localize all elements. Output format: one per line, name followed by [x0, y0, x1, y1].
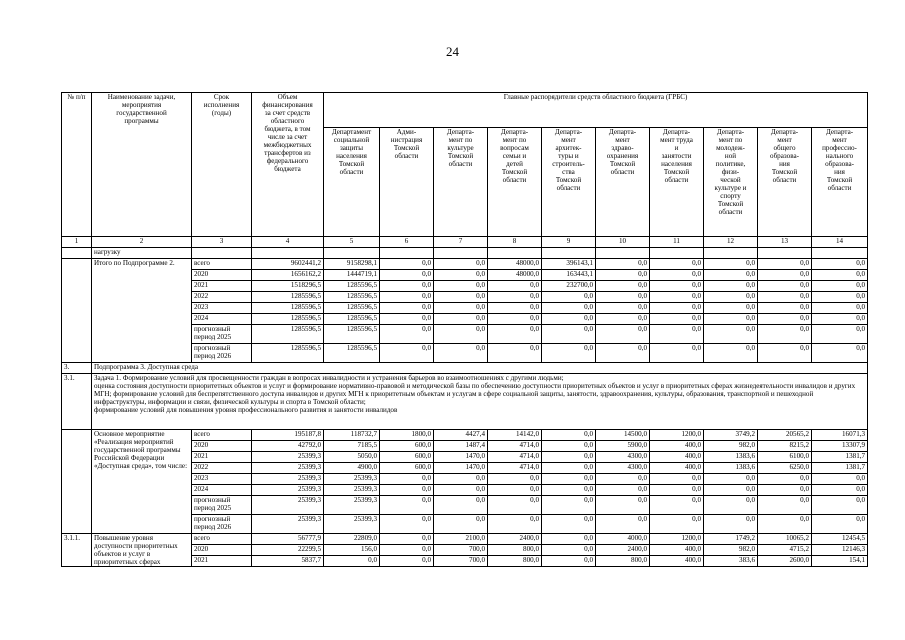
value-cell: 0,0 — [488, 314, 542, 325]
value-cell: 42792,0 — [252, 441, 324, 452]
empty-cell — [758, 248, 812, 259]
header-grbs-1: Департамент социальной защиты населения Томской области — [324, 128, 380, 237]
empty-cell — [542, 248, 596, 259]
value-cell: 0,0 — [596, 474, 650, 485]
value-cell: 600,0 — [380, 463, 434, 474]
value-cell: 0,0 — [434, 281, 488, 292]
value-cell: 4000,0 — [596, 534, 650, 545]
value-cell: 25399,3 — [324, 474, 380, 485]
value-cell: 1285596,5 — [324, 281, 380, 292]
value-cell: 0,0 — [812, 474, 868, 485]
value-cell: 0,0 — [380, 515, 434, 534]
value-cell: 5837,7 — [252, 556, 324, 567]
value-cell: 0,0 — [650, 303, 704, 314]
empty-cell — [434, 248, 488, 259]
column-number: 3 — [192, 237, 252, 248]
row-term: 2023 — [192, 303, 252, 314]
value-cell: 1470,0 — [434, 452, 488, 463]
value-cell: 396143,1 — [542, 259, 596, 270]
value-cell: 0,0 — [380, 292, 434, 303]
value-cell: 4900,0 — [324, 463, 380, 474]
value-cell: 2400,0 — [596, 545, 650, 556]
value-cell: 0,0 — [650, 485, 704, 496]
value-cell: 0,0 — [758, 303, 812, 314]
column-number: 8 — [488, 237, 542, 248]
value-cell: 0,0 — [704, 344, 758, 363]
value-cell: 400,0 — [650, 452, 704, 463]
header-grbs-5: Департа- мент архитек- туры и строитель- ства Томской области — [542, 128, 596, 237]
value-cell: 0,0 — [380, 545, 434, 556]
value-cell: 0,0 — [488, 515, 542, 534]
row-term: 2024 — [192, 314, 252, 325]
value-cell: 4714,0 — [488, 463, 542, 474]
value-cell: 195187,8 — [252, 430, 324, 441]
value-cell: 1200,0 — [650, 534, 704, 545]
value-cell: 0,0 — [542, 534, 596, 545]
task-description — [92, 374, 868, 430]
row-term: 2020 — [192, 270, 252, 281]
value-cell: 383,6 — [704, 556, 758, 567]
header-grbs-6: Департа- мент здраво- охранения Томской области — [596, 128, 650, 237]
value-cell: 118732,7 — [324, 430, 380, 441]
value-cell: 0,0 — [488, 344, 542, 363]
value-cell: 0,0 — [380, 314, 434, 325]
value-cell: 0,0 — [488, 474, 542, 485]
value-cell: 6250,0 — [758, 463, 812, 474]
value-cell: 0,0 — [434, 474, 488, 485]
column-number: 11 — [650, 237, 704, 248]
value-cell: 0,0 — [542, 325, 596, 344]
value-cell: 0,0 — [596, 496, 650, 515]
value-cell: 3749,2 — [704, 430, 758, 441]
table-row — [62, 259, 868, 270]
value-cell: 0,0 — [488, 325, 542, 344]
value-cell: 0,0 — [704, 303, 758, 314]
value-cell: 0,0 — [542, 474, 596, 485]
value-cell: 25399,3 — [324, 485, 380, 496]
header-grbs-2: Адми- нистрация Томской области — [380, 128, 434, 237]
value-cell: 25399,3 — [324, 496, 380, 515]
value-cell: 600,0 — [380, 452, 434, 463]
row-term: 2021 — [192, 281, 252, 292]
value-cell: 0,0 — [596, 314, 650, 325]
value-cell: 9158298,1 — [324, 259, 380, 270]
value-cell: 0,0 — [542, 292, 596, 303]
column-number: 9 — [542, 237, 596, 248]
value-cell: 0,0 — [596, 344, 650, 363]
empty-cell — [324, 248, 380, 259]
value-cell: 4715,2 — [758, 545, 812, 556]
value-cell: 0,0 — [596, 292, 650, 303]
value-cell: 800,0 — [488, 556, 542, 567]
value-cell: 0,0 — [758, 281, 812, 292]
row-term: всего — [192, 259, 252, 270]
value-cell: 0,0 — [758, 325, 812, 344]
value-cell: 0,0 — [542, 545, 596, 556]
subprogram-number: 3. — [62, 363, 92, 374]
value-cell: 400,0 — [650, 441, 704, 452]
value-cell: 4300,0 — [596, 463, 650, 474]
value-cell: 5900,0 — [596, 441, 650, 452]
value-cell: 1487,4 — [434, 441, 488, 452]
value-cell: 0,0 — [704, 496, 758, 515]
value-cell: 0,0 — [380, 496, 434, 515]
value-cell: 0,0 — [704, 325, 758, 344]
task-number: 3.1. — [62, 374, 92, 430]
value-cell: 0,0 — [542, 515, 596, 534]
value-cell: 0,0 — [434, 344, 488, 363]
header-grbs-8: Департа- мент по молодеж- ной политике, физи- ческой культуре и спорту Томской области — [704, 128, 758, 237]
value-cell: 13307,9 — [812, 441, 868, 452]
value-cell: 800,0 — [488, 545, 542, 556]
value-cell: 4427,4 — [434, 430, 488, 441]
value-cell: 0,0 — [380, 325, 434, 344]
row-term: всего — [192, 534, 252, 545]
value-cell: 0,0 — [758, 515, 812, 534]
value-cell: 0,0 — [812, 281, 868, 292]
value-cell: 0,0 — [812, 270, 868, 281]
empty-cell — [192, 248, 252, 259]
value-cell: 1518296,5 — [252, 281, 324, 292]
value-cell: 232700,0 — [542, 281, 596, 292]
value-cell: 25399,3 — [252, 515, 324, 534]
value-cell: 0,0 — [812, 485, 868, 496]
value-cell: 56777,9 — [252, 534, 324, 545]
value-cell: 0,0 — [812, 515, 868, 534]
value-cell: 0,0 — [380, 534, 434, 545]
column-number: 12 — [704, 237, 758, 248]
value-cell: 0,0 — [812, 303, 868, 314]
value-cell: 1285596,5 — [252, 325, 324, 344]
value-cell: 0,0 — [380, 281, 434, 292]
row-term: прогнозный период 2026 — [192, 344, 252, 363]
value-cell: 0,0 — [758, 344, 812, 363]
value-cell: 1383,6 — [704, 463, 758, 474]
value-cell: 1381,7 — [812, 452, 868, 463]
column-number: 4 — [252, 237, 324, 248]
value-cell: 22809,0 — [324, 534, 380, 545]
row-number — [62, 430, 92, 534]
value-cell: 1285596,5 — [324, 303, 380, 314]
value-cell: 0,0 — [758, 474, 812, 485]
value-cell: 0,0 — [596, 270, 650, 281]
header-term: Срок исполнения (годы) — [192, 93, 252, 237]
row-number — [62, 259, 92, 363]
value-cell: 0,0 — [542, 496, 596, 515]
value-cell: 10065,2 — [758, 534, 812, 545]
value-cell: 25399,3 — [252, 496, 324, 515]
row-term: прогнозный период 2026 — [192, 515, 252, 534]
subprogram-row — [62, 363, 868, 374]
value-cell: 0,0 — [596, 515, 650, 534]
empty-cell — [704, 248, 758, 259]
table-body — [62, 248, 868, 567]
row-term: 2020 — [192, 441, 252, 452]
value-cell: 0,0 — [650, 474, 704, 485]
value-cell: 0,0 — [704, 270, 758, 281]
value-cell: 0,0 — [488, 485, 542, 496]
value-cell: 12146,3 — [812, 545, 868, 556]
header-grbs-10: Департа- мент профессио- нального образова- ния Томской области — [812, 128, 868, 237]
value-cell: 400,0 — [650, 463, 704, 474]
value-cell: 48000,0 — [488, 259, 542, 270]
header-grbs-title: Главные распорядители средств областного бюджета (ГРБС) — [324, 93, 868, 128]
value-cell: 0,0 — [812, 292, 868, 303]
value-cell: 2600,0 — [758, 556, 812, 567]
value-cell: 982,0 — [704, 545, 758, 556]
value-cell: 154,1 — [812, 556, 868, 567]
value-cell: 0,0 — [380, 270, 434, 281]
value-cell: 0,0 — [704, 485, 758, 496]
budget-table — [61, 92, 868, 567]
value-cell: 4714,0 — [488, 452, 542, 463]
value-cell: 1285596,5 — [252, 344, 324, 363]
value-cell: 1444719,1 — [324, 270, 380, 281]
value-cell: 9602441,2 — [252, 259, 324, 270]
value-cell: 982,0 — [704, 441, 758, 452]
column-number-row — [62, 237, 868, 248]
value-cell: 700,0 — [434, 545, 488, 556]
value-cell: 0,0 — [434, 292, 488, 303]
empty-cell — [252, 248, 324, 259]
row-term: 2020 — [192, 545, 252, 556]
value-cell: 0,0 — [758, 314, 812, 325]
value-cell: 1749,2 — [704, 534, 758, 545]
row-term: прогнозный период 2025 — [192, 496, 252, 515]
header-grbs-3: Департа- мент по культуре Томской области — [434, 128, 488, 237]
value-cell: 25399,3 — [252, 452, 324, 463]
row-name: Основное мероприятие «Реализация мероприятий государственной программы Российской Федерации «Доступная среда», том числе: — [92, 430, 192, 534]
value-cell: 0,0 — [380, 344, 434, 363]
value-cell: 48000,0 — [488, 270, 542, 281]
value-cell: 0,0 — [542, 303, 596, 314]
value-cell: 0,0 — [324, 556, 380, 567]
value-cell: 0,0 — [704, 281, 758, 292]
value-cell: 0,0 — [650, 281, 704, 292]
value-cell: 0,0 — [542, 556, 596, 567]
value-cell: 0,0 — [758, 259, 812, 270]
value-cell: 1285596,5 — [252, 292, 324, 303]
task-line: формирование условий для повышения уровня профессионального развития и занятости инвалидов — [94, 406, 398, 415]
column-number: 5 — [324, 237, 380, 248]
value-cell: 2100,0 — [434, 534, 488, 545]
value-cell: 0,0 — [596, 325, 650, 344]
value-cell: 0,0 — [650, 314, 704, 325]
value-cell: 0,0 — [596, 259, 650, 270]
value-cell: 14142,0 — [488, 430, 542, 441]
value-cell: 25399,3 — [252, 463, 324, 474]
header-grbs-9: Департа- мент общего образова- ния Томской области — [758, 128, 812, 237]
column-number: 7 — [434, 237, 488, 248]
value-cell: 25399,3 — [252, 485, 324, 496]
value-cell: 400,0 — [650, 545, 704, 556]
value-cell: 2400,0 — [488, 534, 542, 545]
row-number: 3.1.1. — [62, 534, 92, 567]
header-name: Наименование задачи, мероприятия государственной программы — [92, 93, 192, 237]
column-number: 14 — [812, 237, 868, 248]
value-cell: 0,0 — [542, 485, 596, 496]
value-cell: 4714,0 — [488, 441, 542, 452]
value-cell: 16071,3 — [812, 430, 868, 441]
task-line: оценка состояния доступности приоритетных объектов и услуг и формирование нормативно-правовой и методической базы по обеспечению доступности приоритетных объектов и услуг в приоритетных сферах жизнедеятельности инвалидов и других МГН; формирование условий для беспрепятственного доступа инвалидов и других МГН к приоритетным объектам и услугам в сфере социальной защиты, занятости, здравоохранения, культуры, образования, транспортной и пешеходной инфраструктуры, информации и связи, физической культуры и спорта в Томской области; — [94, 382, 856, 407]
value-cell: 163443,1 — [542, 270, 596, 281]
value-cell: 1656162,2 — [252, 270, 324, 281]
empty-cell — [596, 248, 650, 259]
subprogram-title: Подпрограмма 3. Доступная среда — [92, 363, 868, 374]
value-cell: 22299,5 — [252, 545, 324, 556]
value-cell: 0,0 — [542, 430, 596, 441]
row-name: нагрузку — [92, 248, 192, 259]
value-cell: 0,0 — [758, 292, 812, 303]
value-cell: 1470,0 — [434, 463, 488, 474]
value-cell: 0,0 — [704, 515, 758, 534]
value-cell: 0,0 — [542, 314, 596, 325]
value-cell: 0,0 — [434, 496, 488, 515]
value-cell: 25399,3 — [324, 515, 380, 534]
value-cell: 0,0 — [812, 344, 868, 363]
empty-cell — [380, 248, 434, 259]
value-cell: 1285596,5 — [324, 292, 380, 303]
row-term: 2022 — [192, 292, 252, 303]
value-cell: 14500,0 — [596, 430, 650, 441]
value-cell: 0,0 — [704, 474, 758, 485]
value-cell: 0,0 — [812, 314, 868, 325]
value-cell: 0,0 — [704, 292, 758, 303]
task-line: Задача 1. Формирование условий для просвещенности граждан в вопросах инвалидности и устранения барьеров во взаимоотношениях с другими людьми; — [94, 374, 564, 382]
value-cell: 600,0 — [380, 441, 434, 452]
row-term: прогнозный период 2025 — [192, 325, 252, 344]
header-volume: Объем финансирования за счет средств областного бюджета, в том числе за счет межбюджетных трансфертов из федерального бюджета — [252, 93, 324, 237]
value-cell: 0,0 — [596, 281, 650, 292]
value-cell: 0,0 — [812, 496, 868, 515]
value-cell: 0,0 — [650, 325, 704, 344]
row-term: всего — [192, 430, 252, 441]
value-cell: 0,0 — [812, 325, 868, 344]
value-cell: 5050,0 — [324, 452, 380, 463]
value-cell: 0,0 — [650, 292, 704, 303]
value-cell: 1800,0 — [380, 430, 434, 441]
table-row — [62, 534, 868, 545]
value-cell: 0,0 — [650, 515, 704, 534]
value-cell: 0,0 — [434, 259, 488, 270]
row-name: Итого по Подпрограмме 2. — [92, 259, 192, 363]
column-number: 13 — [758, 237, 812, 248]
value-cell: 0,0 — [758, 485, 812, 496]
value-cell: 0,0 — [488, 496, 542, 515]
value-cell: 0,0 — [650, 270, 704, 281]
value-cell: 1285596,5 — [252, 303, 324, 314]
value-cell: 1200,0 — [650, 430, 704, 441]
empty-cell — [812, 248, 868, 259]
value-cell: 0,0 — [380, 474, 434, 485]
table-row — [62, 248, 868, 259]
row-term: 2021 — [192, 556, 252, 567]
empty-cell — [488, 248, 542, 259]
value-cell: 0,0 — [650, 496, 704, 515]
value-cell: 0,0 — [704, 314, 758, 325]
value-cell: 0,0 — [812, 259, 868, 270]
value-cell: 1285596,5 — [252, 314, 324, 325]
value-cell: 0,0 — [434, 325, 488, 344]
value-cell: 156,0 — [324, 545, 380, 556]
value-cell: 0,0 — [434, 303, 488, 314]
column-number: 1 — [62, 237, 92, 248]
value-cell: 0,0 — [758, 496, 812, 515]
value-cell: 0,0 — [650, 259, 704, 270]
row-term: 2024 — [192, 485, 252, 496]
value-cell: 700,0 — [434, 556, 488, 567]
value-cell: 0,0 — [542, 441, 596, 452]
row-term: 2023 — [192, 474, 252, 485]
value-cell: 400,0 — [650, 556, 704, 567]
value-cell: 12454,5 — [812, 534, 868, 545]
value-cell: 0,0 — [380, 303, 434, 314]
value-cell: 0,0 — [434, 270, 488, 281]
value-cell: 0,0 — [650, 344, 704, 363]
value-cell: 0,0 — [758, 270, 812, 281]
value-cell: 0,0 — [434, 314, 488, 325]
value-cell: 25399,3 — [252, 474, 324, 485]
column-number: 6 — [380, 237, 434, 248]
value-cell: 7185,5 — [324, 441, 380, 452]
value-cell: 0,0 — [434, 485, 488, 496]
value-cell: 0,0 — [488, 281, 542, 292]
row-term: 2022 — [192, 463, 252, 474]
value-cell: 1285596,5 — [324, 344, 380, 363]
value-cell: 1383,6 — [704, 452, 758, 463]
value-cell: 0,0 — [434, 515, 488, 534]
header-num: № п/п — [62, 93, 92, 237]
value-cell: 0,0 — [542, 344, 596, 363]
table-row — [62, 430, 868, 441]
header-grbs-4: Департа- мент по вопросам семьи и детей Томской области — [488, 128, 542, 237]
value-cell: 8215,2 — [758, 441, 812, 452]
header-grbs-7: Департа- мент труда и занятости населения Томской области — [650, 128, 704, 237]
value-cell: 4300,0 — [596, 452, 650, 463]
value-cell: 1285596,5 — [324, 314, 380, 325]
column-number: 2 — [92, 237, 192, 248]
value-cell: 0,0 — [488, 292, 542, 303]
value-cell: 1381,7 — [812, 463, 868, 474]
value-cell: 0,0 — [380, 485, 434, 496]
column-number: 10 — [596, 237, 650, 248]
value-cell: 800,0 — [596, 556, 650, 567]
empty-cell — [650, 248, 704, 259]
value-cell: 0,0 — [380, 259, 434, 270]
row-number — [62, 248, 92, 259]
value-cell: 0,0 — [542, 452, 596, 463]
row-term: 2021 — [192, 452, 252, 463]
value-cell: 6100,0 — [758, 452, 812, 463]
value-cell: 0,0 — [596, 485, 650, 496]
value-cell: 20565,2 — [758, 430, 812, 441]
value-cell: 0,0 — [704, 259, 758, 270]
value-cell: 0,0 — [596, 303, 650, 314]
value-cell: 1285596,5 — [324, 325, 380, 344]
task-row — [62, 374, 868, 430]
page-number: 24 — [446, 44, 459, 59]
value-cell: 0,0 — [488, 303, 542, 314]
value-cell: 0,0 — [542, 463, 596, 474]
row-name: Повышение уровня доступности приоритетных объектов и услуг в приоритетных сферах — [92, 534, 192, 567]
value-cell: 0,0 — [380, 556, 434, 567]
